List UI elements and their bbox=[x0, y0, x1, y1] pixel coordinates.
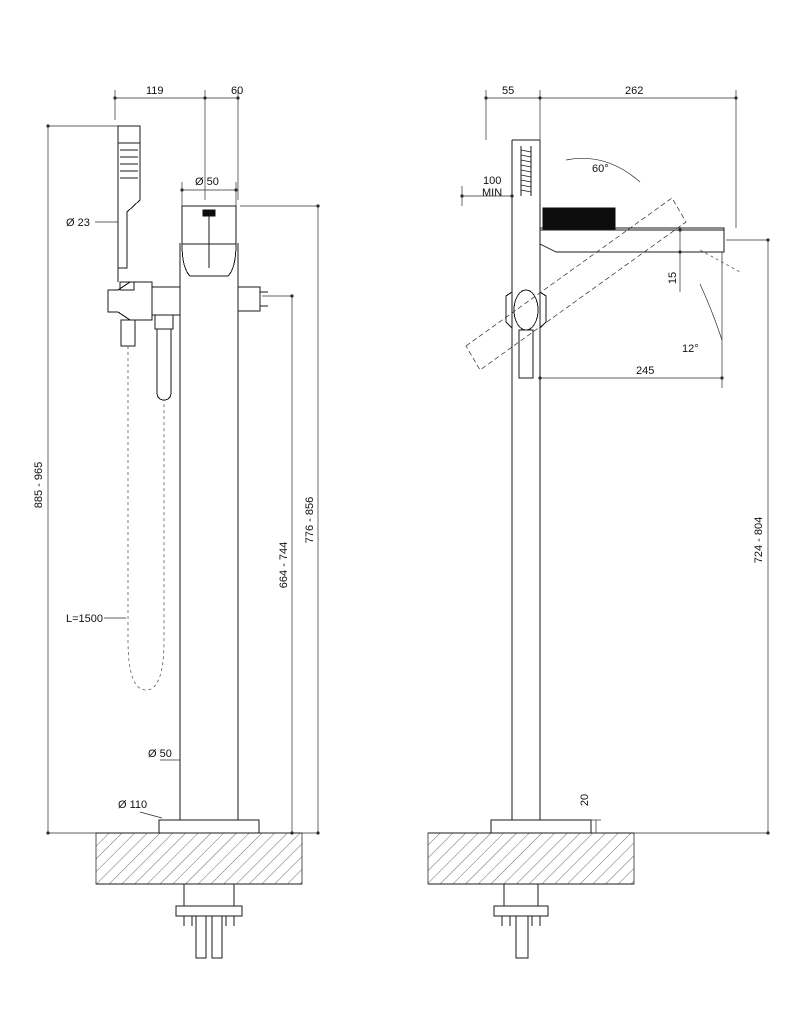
dim-724-804: 724 - 804 bbox=[753, 516, 765, 564]
front-view-dimensions bbox=[33, 85, 320, 835]
side-view-geometry bbox=[428, 140, 740, 958]
dim-dia110: Ø 110 bbox=[118, 799, 148, 811]
dim-776-856: 776 - 856 bbox=[304, 496, 316, 544]
side-view-dimensions bbox=[460, 85, 769, 835]
dim-dia23: Ø 23 bbox=[66, 217, 90, 229]
dim-12-degrees: 12° bbox=[682, 343, 699, 355]
dim-15: 15 bbox=[667, 271, 679, 285]
dim-100-min: 100 bbox=[483, 175, 502, 187]
dim-20: 20 bbox=[579, 793, 591, 807]
dim-60: 60 bbox=[231, 85, 244, 97]
dim-dia50-base: Ø 50 bbox=[148, 748, 172, 760]
dim-100-min-sub: MIN bbox=[482, 187, 503, 199]
dim-60-degrees: 60° bbox=[592, 163, 609, 175]
dim-119: 119 bbox=[146, 85, 164, 97]
dim-hose-length: L=1500 bbox=[66, 613, 104, 625]
dim-dia50-top: Ø 50 bbox=[195, 176, 219, 188]
dim-262: 262 bbox=[625, 85, 644, 97]
dim-664-744: 664 - 744 bbox=[278, 541, 290, 589]
dim-245: 245 bbox=[636, 365, 655, 377]
dim-885-965: 885 - 965 bbox=[33, 461, 45, 509]
dim-55: 55 bbox=[502, 85, 515, 97]
